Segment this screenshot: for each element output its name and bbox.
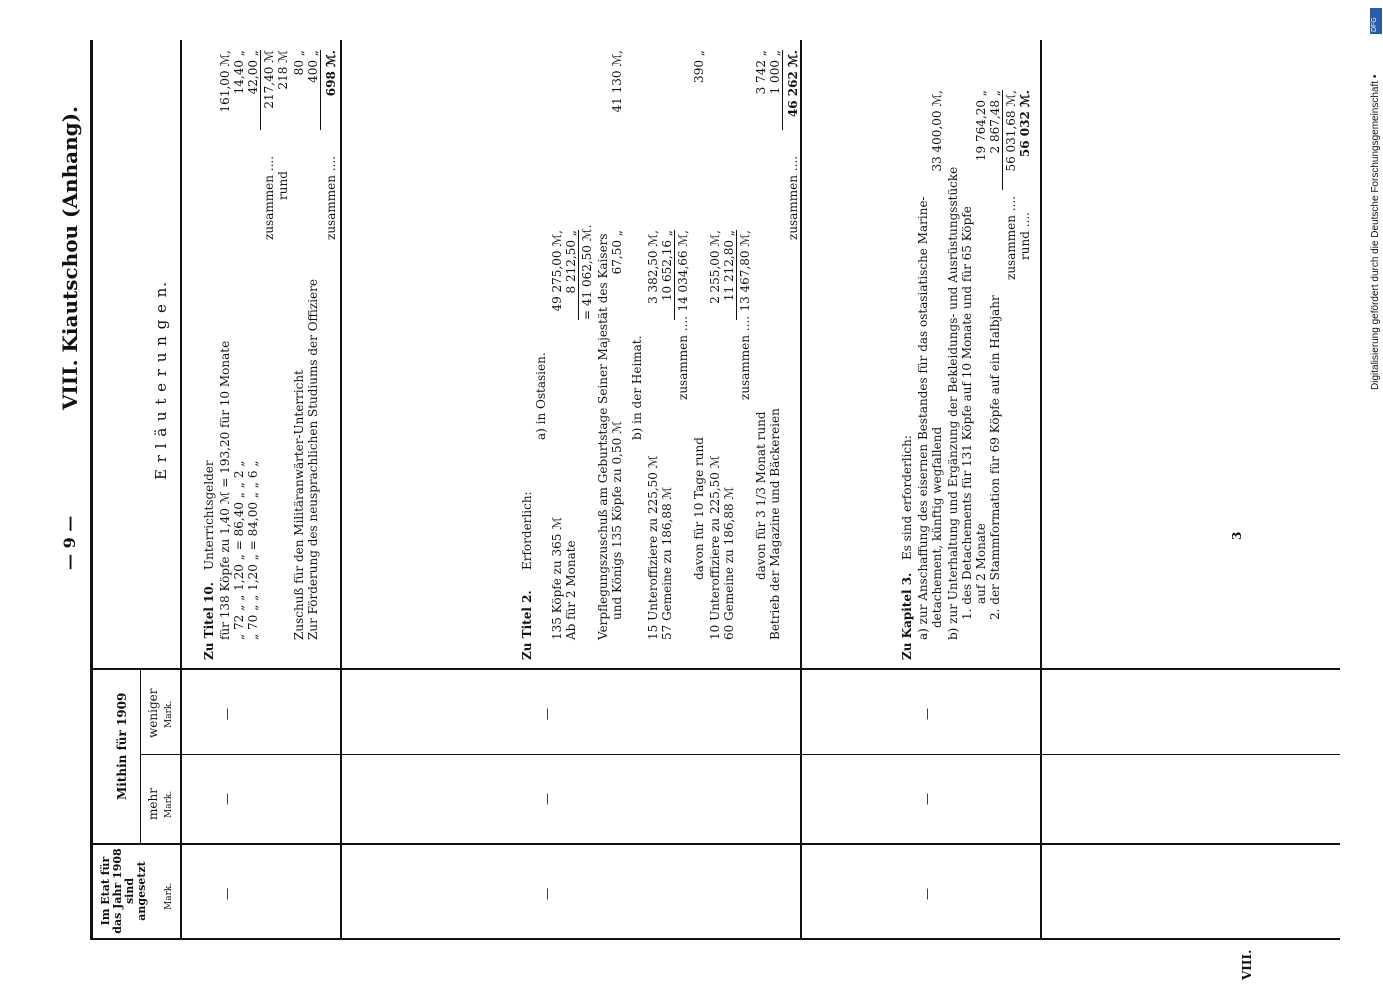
header-mehr: mehr [146,788,160,820]
titel10-amount-2: 14,40 „ [232,50,246,95]
titel2-a-total: 41 130 ℳ, [610,50,624,113]
titel10-round: 218 ℳ [276,50,290,90]
titel2-a-line-1: 135 Köpfe zu 365 ℳ [550,516,564,640]
kapitel3-round: 56 032 ℳ. [1018,90,1032,158]
titel2-dash-1908: — [540,888,554,900]
titel2-b-line-2: 57 Gemeine zu 186,88 ℳ [660,486,674,640]
titel2-b-amount-3: 2 255,00 ℳ, [708,230,722,304]
kapitel3-b-1: b) zur Unterhaltung und Ergänzung der Bekleidungs- und Ausrüstungsstücke [946,166,960,640]
kapitel3-dash-weniger: — [920,708,934,720]
titel10-sum: 217,40 ℳ [262,50,276,109]
titel10-round-label: rund [276,171,290,200]
titel2-total: 46 262 ℳ. [786,50,800,118]
kapitel3-dash-mehr: — [920,793,934,805]
titel10-line-2: „ 72 „ „ 1,20 „ = 86,40 „ „ 2 „ [232,460,246,640]
titel10-extra-amount-2: 400 „ [306,50,320,83]
table-top-rule [90,40,93,940]
titel2-a-line-2: Ab für 2 Monate [564,540,578,640]
kapitel3-sum: 56 031,68 ℳ, [1004,90,1018,172]
titel10-heading: Zu Titel 10. [202,582,216,660]
titel10-extra-2: Zur Förderung des neusprachlichen Studiums der Offiziere [306,279,320,640]
kapitel3-b1-amount: 19 764,20 „ [974,90,988,162]
kapitel3-separator [1040,40,1042,940]
kapitel3-subheading: Es sind erforderlich: [900,435,914,560]
titel2-a-amount-2: 8 212,50 „ [564,230,578,294]
titel2-a-amount-1: 49 275,00 ℳ, [550,230,564,312]
titel2-b-monat-amount: 3 742 „ [754,50,768,95]
titel2-b-monat: davon für 3 1/3 Monat rund [754,411,768,580]
titel2-heading: Zu Titel 2. [520,590,534,660]
header-etat-1908: Im Etat für das Jahr 1908 sind angesetzt [99,848,148,934]
header-etat-unit: Mark. [164,882,174,910]
titel10-amount-1: 161,00 ℳ, [218,50,232,113]
titel10-separator [340,40,342,940]
header-mehr-unit: Mark. [164,790,174,818]
titel2-b-sum: 14 034,66 ℳ, [676,230,690,312]
titel10-total: 698 ℳ. [324,50,338,97]
column-rule-3 [140,754,1340,755]
titel2-betrieb-amount: 1 000 „ [768,50,782,95]
titel10-sum-label: zusammen .... [262,155,276,240]
kapitel3-a-amount: 33 400,00 ℳ, [930,90,944,172]
kapitel3-round-label: rund .... [1018,212,1032,260]
titel10-extra-1: Zuschuß für den Militäranwärter-Unterricht [292,370,306,640]
titel2-b-amount-4: 11 212,80 „ [722,230,736,302]
sheet-mark: 3 [1230,531,1244,540]
header-weniger-unit: Mark. [164,700,174,728]
table-left-rule [93,938,1340,940]
titel10-total-rule [320,50,321,130]
titel2-separator [800,40,802,940]
header-erlaeuterungen: E r l ä u t e r u n g e n. [152,280,170,480]
titel2-b-line-4: 60 Gemeine zu 186,88 ℳ [722,486,736,640]
titel2-b-amount-1: 3 382,50 ℳ, [646,230,660,304]
titel2-verpfl-amount: 67,50 „ [610,230,624,275]
titel2-a-diff: = 41 062,50 ℳ. [580,224,594,320]
kapitel3-b2: 2. der Stammformation für 69 Köpfe auf ein Halbjahr [988,295,1002,620]
rotated-page-content [40,40,1340,1000]
dfg-logo: DFG [1370,8,1382,34]
kapitel3-b2-amount: 2 867,48 „ [988,90,1002,154]
document-page: DFG Digitalisierung gefördert durch die Deutsche Forschungsgemeinschaft • — 9 — VIII. Kiautschou (Anhang). Im Etat für das Jahr 1908 sind angesetzt Mark. Mithin für 1909 mehr Mark. weniger Mark. E r l ä u t e r u n g e n. Zu Titel 10. Unterrichtsgelder für 138 Köpfe zu 1,40 ℳ = 193,20 für 10 Monate 161,00 ℳ, „ 72 „ „ 1,20 „ = 86,40 „ „ 2 „ 14,40 „ „ 70 „ „ 1,20 „ = 84,00 „ „ 6 „ 42,00 „ zusammen .... 217,40 ℳ rund 218 ℳ Zuschuß für den Militäranwärter-Unterricht 80 „ Zur Förderung des neusprachlichen Studiums der Offiziere 400 „ zusammen .... 698 ℳ. — — — Zu Titel 2. Erforderlich: a) in Ostasien. 135 Köpfe zu 365 ℳ 49 275,00 ℳ, Ab für 2 Monate 8 212,50 „ = 41 062,50 ℳ. Verpflegungszuschuß am Geburtstage Seiner Majestät des Kaisers und Königs 135 Köpfe zu 0,50 ℳ 67,50 „ 41 130 ℳ, b) in der Heimat. 15 Unteroffiziere zu 225,50 ℳ 3 382,50 ℳ, 57 Gemeine zu 186,88 ℳ 10 652,16 „ zusammen .... 14 034,66 ℳ, davon für 10 Tage rund 390 „ 10 Unteroffiziere zu 225,50 ℳ 2 255,00 ℳ, 60 Gemeine zu 186,88 ℳ 11 212,80 „ zusammen .... 13 467,80 ℳ, davon für 3 1/3 Monat rund 3 742 „ Betrieb der Magazine und Bäckereien 1 000 „ zusammen .... 46 262 ℳ. — — — Zu Kapitel 3. Es sind erforderlich: a) zur Anschaffung des eisernen Bestandes für das ostasiatische Marine- detachement, künftig wegfallend 33 400,00 ℳ, b) zur Unterhaltung und Ergänzung der Bekleidungs- und Ausrüstungsstücke 1. des Detachements für 131 Köpfe auf 10 Monate und für 65 Köpfe auf 2 Monate 19 764,20 „ 2. der Stammformation für 69 Köpfe auf ein Halbjahr 2 867,48 „ zusammen .... 56 031,68 ℳ, rund .... 56 032 ℳ. — — — VIII. 3 [0,0,1383,1000]
titel2-verpfl-1: Verpflegungszuschuß am Geburtstage Seiner Majestät des Kaisers [596,233,610,640]
titel10-total-label: zusammen .... [324,155,338,240]
kapitel3-b1-2: auf 2 Monate [974,523,988,604]
titel2-b-tage: davon für 10 Tage rund [692,437,706,580]
header-weniger: weniger [146,688,160,738]
titel2-b-line-1: 15 Unteroffiziere zu 225,50 ℳ [646,455,660,640]
titel2-total-label: zusammen .... [786,155,800,240]
header-mithin-1909: Mithin für 1909 [115,692,129,800]
titel2-b-heading: b) in der Heimat. [630,335,644,440]
titel2-b-tage-amount: 390 „ [692,50,706,83]
titel10-dash-weniger: — [220,708,234,720]
kapitel3-dash-1908: — [920,888,934,900]
kapitel3-rule [1002,90,1003,190]
titel2-b-sum-label: zusammen .... [676,315,690,400]
titel10-subheading: Unterrichtsgelder [202,460,216,570]
titel2-a-rule [578,230,579,320]
kapitel3-b1-1: 1. des Detachements für 131 Köpfe auf 10 Monate und für 65 Köpfe [960,206,974,620]
titel2-a-heading: a) in Ostasien. [534,352,548,440]
titel2-b-line-3: 10 Unteroffiziere zu 225,50 ℳ [708,455,722,640]
titel2-betrieb: Betrieb der Magazine und Bäckereien [768,408,782,640]
titel2-b-rule-2 [736,230,737,320]
kapitel3-sum-label: zusammen .... [1004,195,1018,280]
titel2-dash-weniger: — [540,708,554,720]
kapitel3-heading: Zu Kapitel 3. [900,572,914,660]
titel10-line-1: für 138 Köpfe zu 1,40 ℳ = 193,20 für 10 Monate [218,340,232,640]
header-bottom-rule [180,40,182,940]
titel2-subheading: Erforderlich: [520,491,534,570]
titel10-extra-amount-1: 80 „ [292,50,306,76]
kapitel3-a-1: a) zur Anschaffung des eisernen Bestandes für das ostasiatische Marine- [916,196,930,640]
titel2-b-amount-2: 10 652,16 „ [660,230,674,302]
column-rule-1 [93,668,1340,670]
chapter-title: VIII. Kiautschou (Anhang). [58,105,82,410]
titel2-verpfl-2: und Königs 135 Köpfe zu 0,50 ℳ [610,421,624,620]
titel2-b-sum2-label: zusammen .... [738,315,752,400]
titel10-dash-1908: — [220,888,234,900]
titel10-amount-3: 42,00 „ [246,50,260,95]
page-number: — 9 — [60,515,79,570]
titel2-dash-mehr: — [540,793,554,805]
titel2-total-rule [782,50,783,130]
titel10-rule [260,50,261,130]
titel10-line-3: „ 70 „ „ 1,20 „ = 84,00 „ „ 6 „ [246,460,260,640]
section-mark: VIII. [1240,949,1254,980]
titel10-dash-mehr: — [220,793,234,805]
kapitel3-a-2: detachement, künftig wegfallend [930,426,944,628]
group-rule [140,670,141,845]
titel2-b-sum2: 13 467,80 ℳ, [738,230,752,312]
titel2-b-rule [674,230,675,320]
column-rule-2 [93,843,1340,845]
